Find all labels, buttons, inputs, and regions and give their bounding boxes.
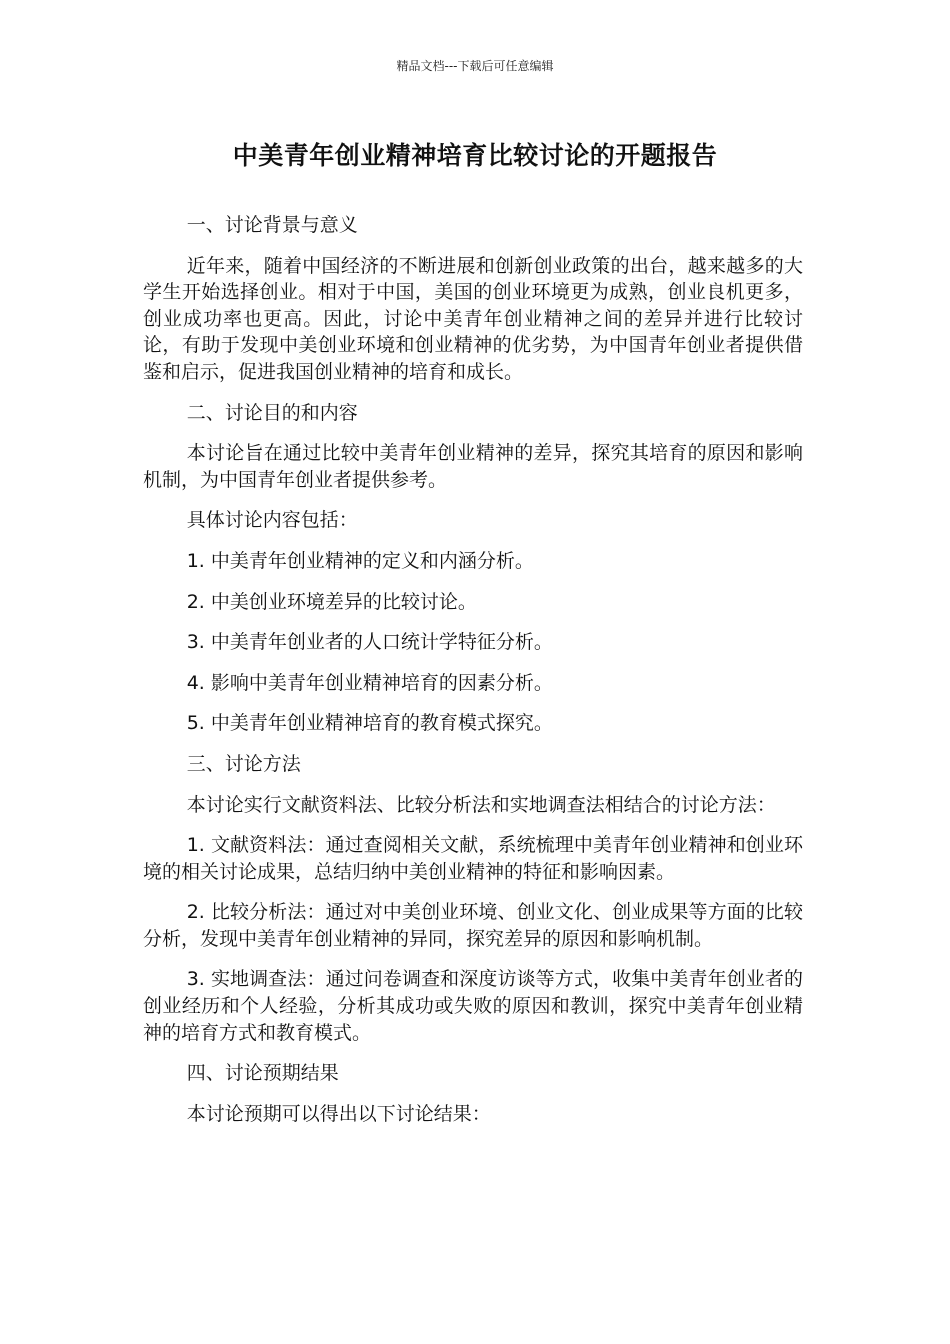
list-item-method-1: 1. 文献资料法：通过查阅相关文献，系统梳理中美青年创业精神和创业环境的相关讨论成果，总结归纳中美创业精神的特征和影响因素。 bbox=[143, 834, 803, 883]
paragraph-background: 近年来，随着中国经济的不断进展和创新创业政策的出台，越来越多的大学生开始选择创业。相对于中国，美国的创业环境更为成熟，创业良机更多，创业成功率也更高。因此，讨论中美青年创业精神之间的差异并进行比较讨论，有助于发现中美创业环境和创业精神的优劣势，为中国青年创业者提供借鉴和启示，促进我国创业精神的培育和成长。 bbox=[143, 254, 803, 383]
paragraph-purpose: 本讨论旨在通过比较中美青年创业精神的差异，探究其培育的原因和影响机制，为中国青年创业者提供参考。 bbox=[143, 442, 803, 491]
list-item-method-3: 3. 实地调查法：通过问卷调查和深度访谈等方式，收集中美青年创业者的创业经历和个人经验，分析其成功或失败的原因和教训，探究中美青年创业精神的培育方式和教育模式。 bbox=[143, 968, 803, 1044]
section-heading-background: 一、讨论背景与意义 bbox=[186, 214, 358, 236]
list-item-content-4: 4. 影响中美青年创业精神培育的因素分析。 bbox=[186, 671, 553, 694]
document-title: 中美青年创业精神培育比较讨论的开题报告 bbox=[232, 141, 718, 170]
list-item-content-1: 1. 中美青年创业精神的定义和内涵分析。 bbox=[186, 549, 534, 572]
header-note: 精品文档---下载后可任意编辑 bbox=[396, 59, 554, 73]
paragraph-results-intro: 本讨论预期可以得出以下讨论结果： bbox=[186, 1102, 491, 1125]
paragraph-content-intro: 具体讨论内容包括： bbox=[186, 509, 358, 532]
section-heading-methods: 三、讨论方法 bbox=[186, 752, 301, 775]
document-body bbox=[143, 212, 803, 1141]
section-heading-results: 四、讨论预期结果 bbox=[186, 1062, 339, 1085]
list-item-content-2: 2. 中美创业环境差异的比较讨论。 bbox=[186, 590, 477, 613]
paragraph-methods-intro: 本讨论实行文献资料法、比较分析法和实地调查法相结合的讨论方法： bbox=[186, 793, 776, 816]
list-item-method-2: 2. 比较分析法：通过对中美创业环境、创业文化、创业成果等方面的比较分析，发现中美青年创业精神的异同，探究差异的原因和影响机制。 bbox=[143, 901, 803, 950]
section-heading-purpose: 二、讨论目的和内容 bbox=[186, 401, 358, 424]
list-item-content-5: 5. 中美青年创业精神培育的教育模式探究。 bbox=[186, 712, 553, 735]
list-item-content-3: 3. 中美青年创业者的人口统计学特征分析。 bbox=[186, 631, 553, 654]
